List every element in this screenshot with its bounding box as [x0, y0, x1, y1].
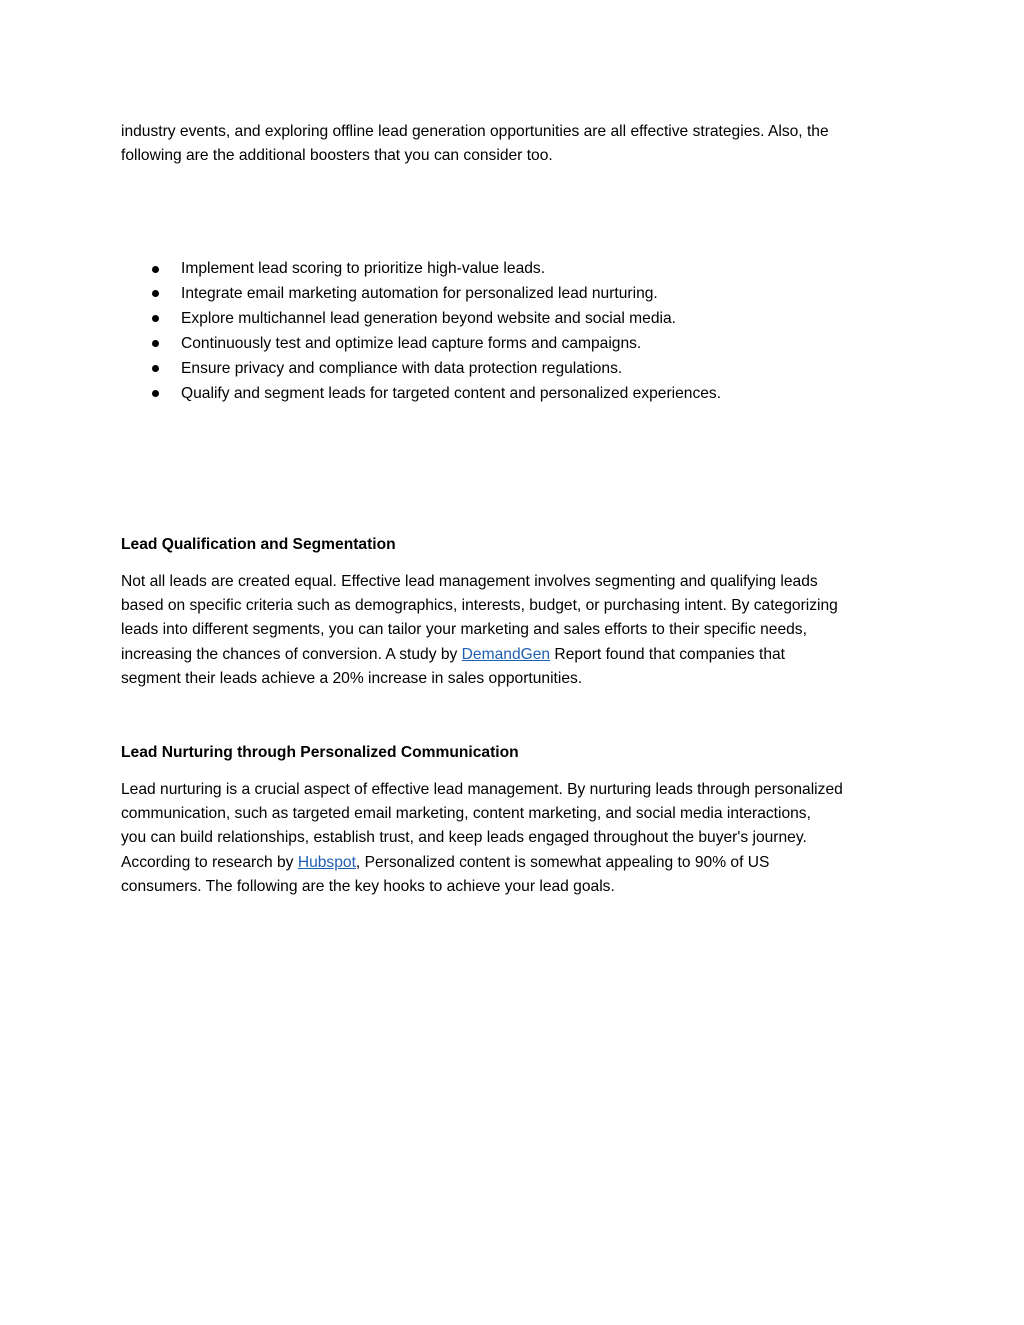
list-item-text: Integrate email marketing automation for personalized lead nurturing.	[181, 284, 658, 302]
bullet-icon	[152, 315, 159, 322]
paragraph-line: segment their leads achieve a 20% increase in sales opportunities.	[121, 669, 583, 687]
paragraph-line: Lead nurturing is a crucial aspect of effective lead management. By nurturing leads through personalized	[121, 781, 843, 798]
paragraph-line: you can build relationships, establish trust, and keep leads engaged throughout the buyer's journey.	[121, 829, 807, 847]
list-item-text: Ensure privacy and compliance with data protection regulations.	[181, 359, 623, 377]
paragraph-line: Not all leads are created equal. Effective lead management involves segmenting and qualifying leads	[121, 573, 818, 590]
paragraph-line: leads into different segments, you can tailor your marketing and sales efforts to their specific needs,	[121, 621, 807, 639]
list-item	[121, 382, 911, 407]
intro-paragraph	[121, 120, 911, 168]
list-item	[121, 357, 911, 382]
demandgen-link[interactable]: DemandGen	[461, 645, 551, 663]
bullet-icon	[152, 290, 159, 297]
paragraph-line	[121, 851, 911, 875]
section-heading-qualification: Lead Qualification and Segmentation	[121, 536, 396, 553]
nurturing-paragraph	[121, 778, 911, 899]
bullet-icon	[152, 390, 159, 397]
paragraph-line: consumers. The following are the key hooks to achieve your lead goals.	[121, 877, 615, 895]
list-item	[121, 282, 911, 307]
list-item-text: Implement lead scoring to prioritize high-value leads.	[181, 260, 546, 277]
line-text: , Personalized content is somewhat appealing to 90% of US	[355, 853, 770, 871]
paragraph-line	[121, 643, 911, 667]
list-item	[121, 307, 911, 332]
list-item-text: Explore multichannel lead generation beyond website and social media.	[181, 309, 676, 327]
paragraph-line: based on specific criteria such as demographics, interests, budget, or purchasing intent. By categorizing	[121, 597, 838, 615]
section-heading-nurturing: Lead Nurturing through Personalized Communication	[121, 744, 519, 761]
paragraph-line: communication, such as targeted email marketing, content marketing, and social media interactions,	[121, 805, 811, 823]
intro-line: following are the additional boosters that you can consider too.	[121, 147, 553, 165]
hubspot-link[interactable]: Hubspot	[297, 853, 356, 871]
line-text: Report found that companies that	[550, 645, 786, 663]
bullet-icon	[152, 266, 159, 273]
line-text: According to research by	[121, 853, 298, 871]
boosters-list	[121, 257, 911, 406]
list-item	[121, 257, 911, 282]
list-item	[121, 332, 911, 357]
list-item-text: Qualify and segment leads for targeted content and personalized experiences.	[181, 384, 722, 402]
list-item-text: Continuously test and optimize lead capture forms and campaigns.	[181, 334, 642, 352]
qualification-paragraph	[121, 570, 911, 691]
bullet-icon	[152, 365, 159, 372]
bullet-icon	[152, 340, 159, 347]
intro-line: industry events, and exploring offline lead generation opportunities are all effective strategies. Also, the	[121, 123, 829, 140]
line-text: increasing the chances of conversion. A study by	[121, 645, 462, 663]
